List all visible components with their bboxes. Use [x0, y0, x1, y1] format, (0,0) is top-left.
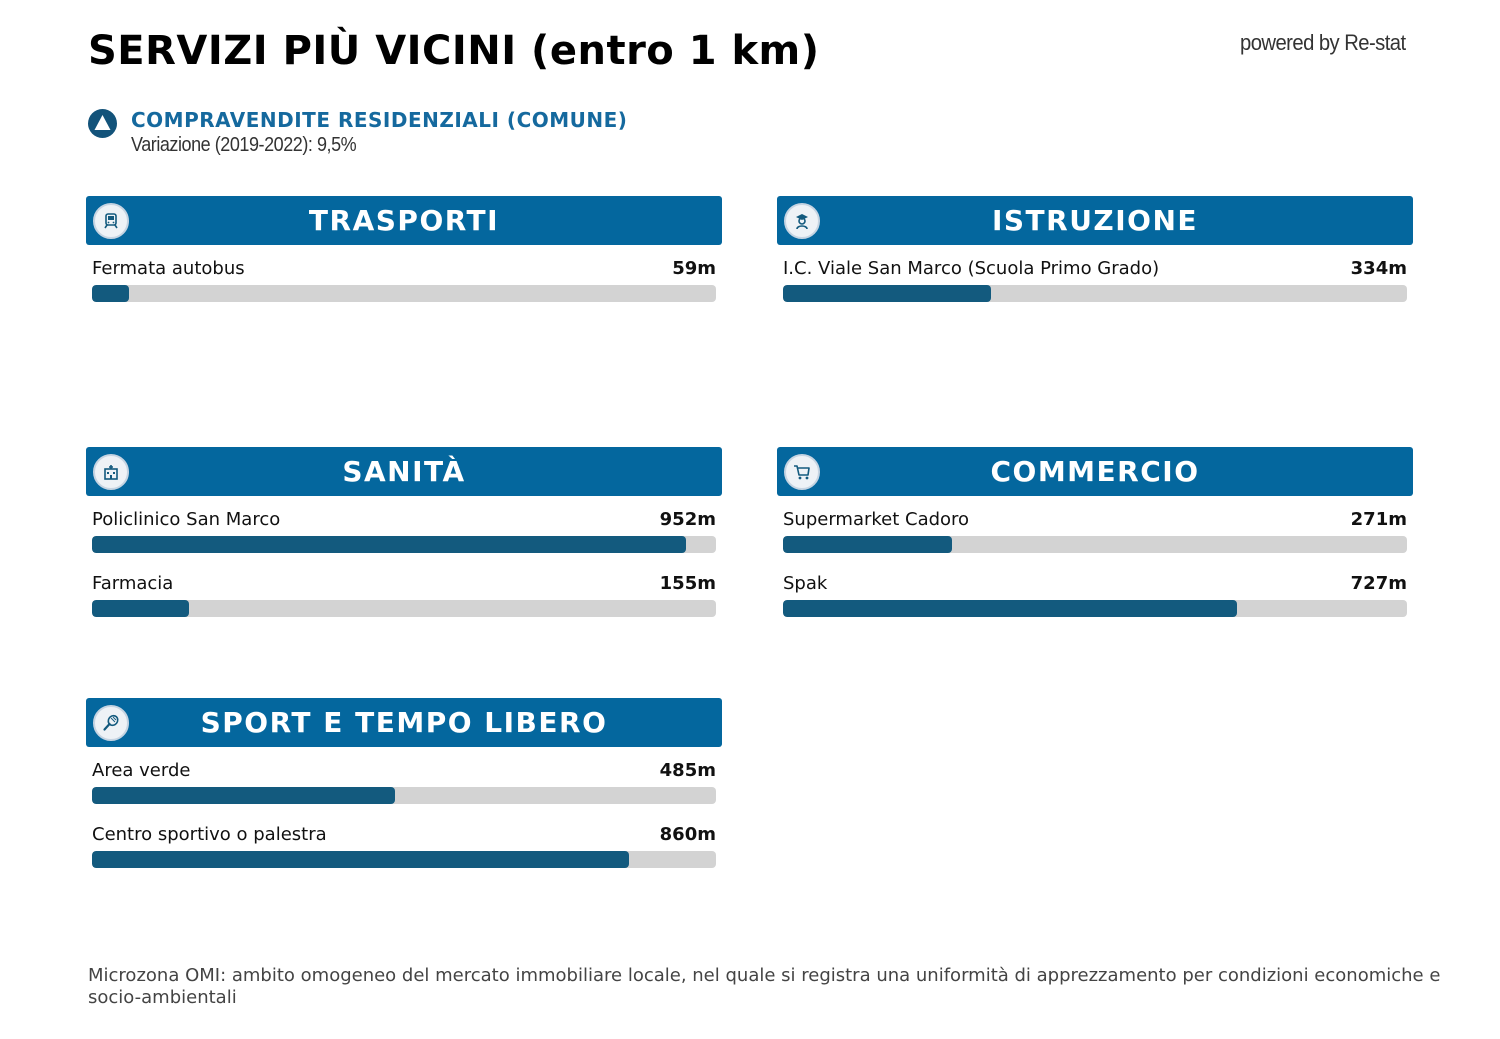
panel-istruzione [777, 196, 1413, 309]
bar-fill [92, 787, 395, 804]
panel-header [86, 698, 722, 747]
item-value: 727m [1350, 573, 1407, 594]
panel-header [777, 447, 1413, 496]
bar-fill [92, 851, 629, 868]
bar-track [783, 536, 1407, 553]
list-item [783, 245, 1407, 309]
item-value: 860m [659, 824, 716, 845]
panel-sanita [86, 447, 722, 624]
bar-fill [783, 536, 952, 553]
item-label: Supermarket Cadoro [783, 509, 970, 530]
bar-fill [92, 285, 129, 302]
panel-header [86, 447, 722, 496]
panel-header [777, 196, 1413, 245]
item-label: Farmacia [92, 573, 174, 594]
item-value: 59m [672, 258, 716, 279]
bar-fill [783, 600, 1237, 617]
page-title: SERVIZI PIÙ VICINI (entro 1 km) [88, 28, 820, 74]
triangle-up-icon [88, 109, 117, 138]
panel-header [86, 196, 722, 245]
list-item [92, 811, 716, 875]
bar-track [92, 536, 716, 553]
item-label: Centro sportivo o palestra [92, 824, 327, 845]
bar-track [92, 285, 716, 302]
bar-track [92, 787, 716, 804]
list-item [92, 245, 716, 309]
item-value: 334m [1350, 258, 1407, 279]
list-item [92, 560, 716, 624]
panel-title: SANITÀ [342, 455, 466, 488]
bar-fill [92, 600, 189, 617]
item-label: Fermata autobus [92, 258, 245, 279]
panel-title: COMMERCIO [990, 455, 1200, 488]
bar-fill [783, 285, 991, 302]
bar-track [92, 851, 716, 868]
item-label: Policlinico San Marco [92, 509, 281, 530]
panel-title: SPORT E TEMPO LIBERO [200, 706, 608, 739]
bar-track [783, 600, 1407, 617]
list-item [92, 496, 716, 560]
item-value: 485m [659, 760, 716, 781]
item-label: I.C. Viale San Marco (Scuola Primo Grado) [783, 258, 1160, 279]
list-item [783, 496, 1407, 560]
item-value: 952m [659, 509, 716, 530]
summary-title: COMPRAVENDITE RESIDENZIALI (COMUNE) [131, 108, 628, 132]
list-item [92, 747, 716, 811]
list-item [783, 560, 1407, 624]
bar-track [92, 600, 716, 617]
item-label: Area verde [92, 760, 191, 781]
panel-commercio [777, 447, 1413, 624]
powered-by-logo: powered by Re-stat [1240, 30, 1406, 55]
panel-sport [86, 698, 722, 875]
summary-variation: Variazione (2019-2022): 9,5% [131, 134, 357, 156]
footnote: Microzona OMI: ambito omogeneo del mercato immobiliare locale, nel quale si registra una uniformità di apprezzamento per condizioni economiche e socio-ambientali [88, 965, 1441, 1008]
item-value: 155m [659, 573, 716, 594]
bar-track [783, 285, 1407, 302]
panel-title: ISTRUZIONE [991, 204, 1199, 237]
item-value: 271m [1350, 509, 1407, 530]
panel-title: TRASPORTI [308, 204, 500, 237]
panel-trasporti [86, 196, 722, 309]
bar-fill [92, 536, 686, 553]
item-label: Spak [783, 573, 828, 594]
